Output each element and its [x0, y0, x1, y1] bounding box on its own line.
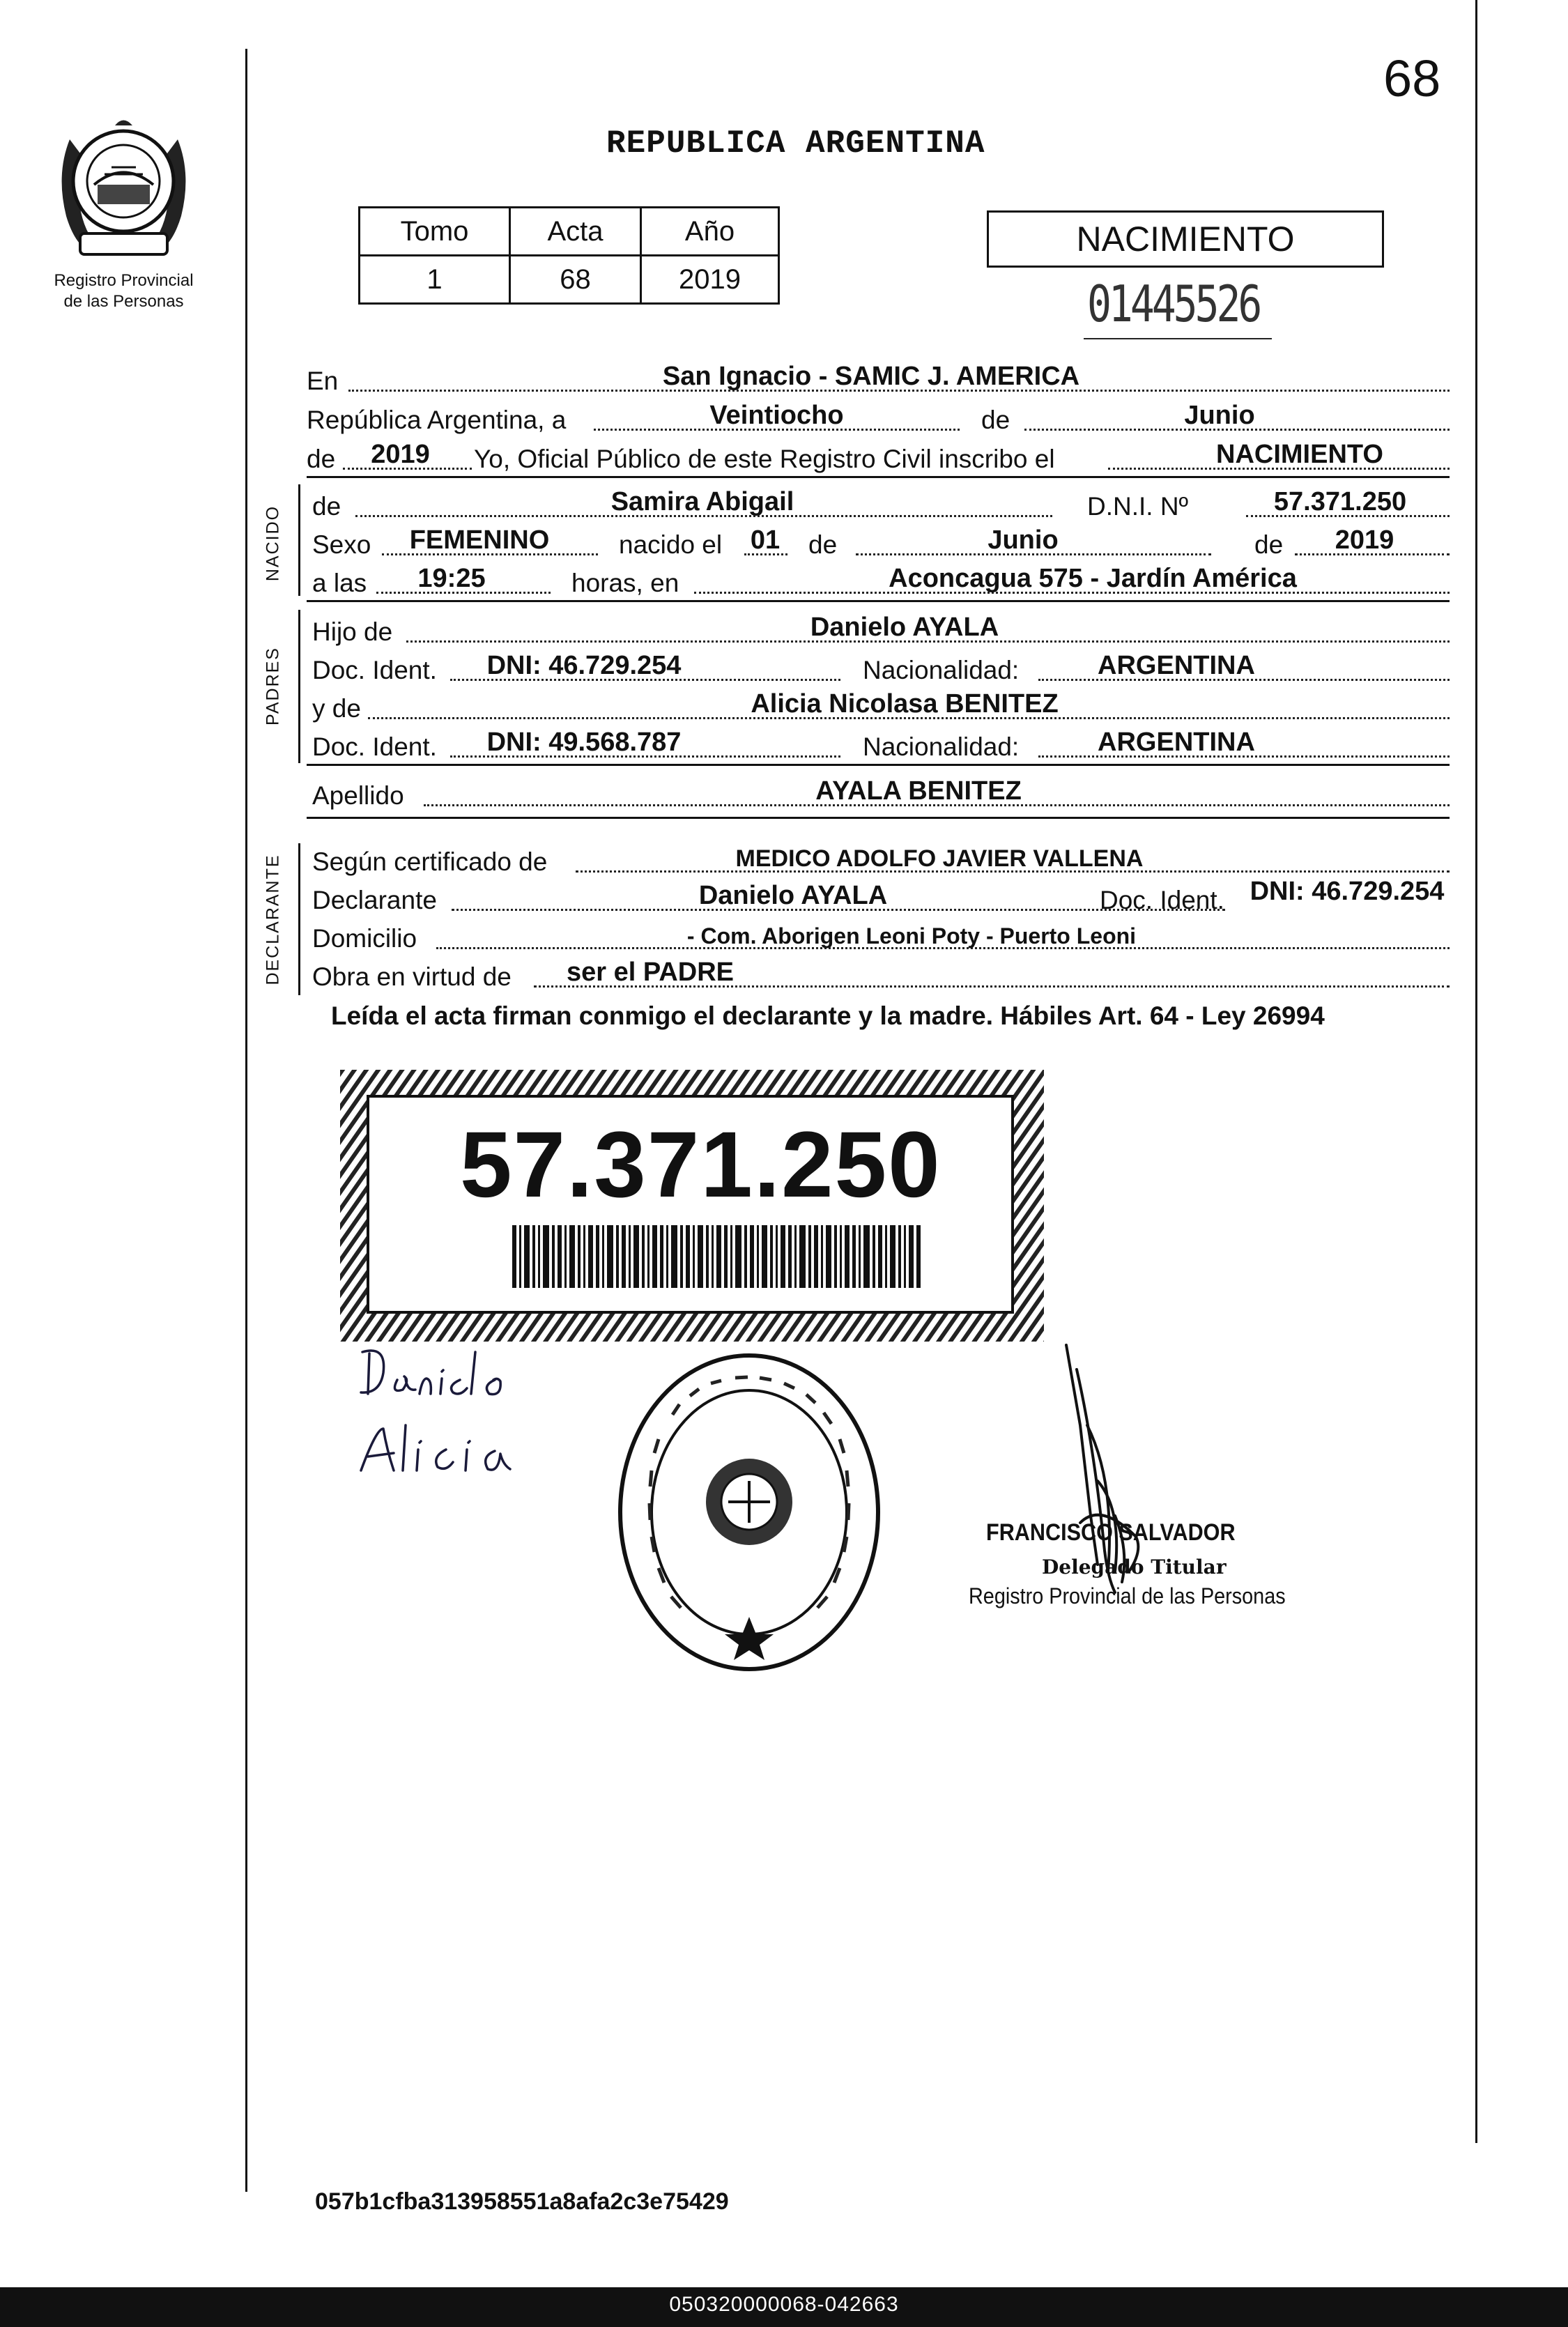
obra: ser el PADRE — [566, 958, 735, 987]
section-label-nacido: NACIDO — [263, 505, 283, 582]
row-declarante — [312, 877, 1450, 916]
nacido-mes: Junio — [987, 525, 1059, 555]
en-value: San Ignacio - SAMIC J. AMERICA — [662, 362, 1080, 391]
hora: 19:25 — [417, 564, 486, 593]
tomo-header: Tomo — [360, 208, 510, 256]
acta-value: 68 — [510, 256, 641, 304]
row-madre-doc — [312, 728, 1450, 763]
serial-underline — [1084, 338, 1272, 339]
left-margin-line — [245, 49, 247, 2192]
nacido-label: nacido el — [619, 530, 723, 559]
row-padre — [312, 613, 1450, 648]
anio-value: 2019 — [641, 256, 779, 304]
section-label-padres: PADRES — [263, 647, 283, 725]
delegation-seal-icon — [610, 1349, 889, 1676]
padre: Danielo AYALA — [810, 613, 999, 642]
inscribo-text: Yo, Oficial Público de este Registro Civil inscribo el — [474, 445, 1055, 473]
section-divider-1 — [307, 476, 1450, 478]
madre-nacionalidad-label: Nacionalidad: — [863, 732, 1020, 761]
apellido: AYALA BENITEZ — [815, 776, 1022, 806]
acta-header: Acta — [510, 208, 641, 256]
row-certificado — [312, 843, 1450, 878]
row-nombre — [312, 488, 1450, 523]
de-label-4: de — [808, 530, 838, 559]
section-label-declarante: DECLARANTE — [263, 854, 283, 985]
domicilio-label: Domicilio — [312, 924, 417, 953]
row-inscribo — [307, 440, 1450, 475]
dni: 57.371.250 — [1273, 487, 1407, 516]
en-label: En — [307, 367, 339, 395]
act-type-box: NACIMIENTO — [987, 210, 1384, 268]
madre-nacionalidad: ARGENTINA — [1098, 728, 1255, 757]
tomo-table — [358, 206, 780, 305]
section-divider-4 — [307, 817, 1450, 819]
padre-nacionalidad-label: Nacionalidad: — [863, 656, 1020, 684]
row-sexo — [312, 526, 1450, 561]
row-fecha — [307, 401, 1450, 436]
domicilio: - Com. Aborigen Leoni Poty - Puerto Leoni — [686, 923, 1137, 949]
padre-doc-label: Doc. Ident. — [312, 656, 437, 684]
mes: Junio — [1184, 401, 1255, 430]
obra-label: Obra en virtud de — [312, 962, 512, 991]
seal-caption — [28, 270, 220, 312]
hijo-de-label: Hijo de — [312, 617, 393, 646]
sexo-label: Sexo — [312, 530, 371, 559]
tomo-table-header-row — [360, 208, 779, 256]
row-padre-doc — [312, 652, 1450, 686]
padres-bracket — [298, 610, 300, 763]
republica-label: República Argentina, a — [307, 406, 567, 434]
nacido-dia: 01 — [750, 525, 781, 555]
seal-caption-line1: Registro Provincial — [54, 271, 194, 290]
right-margin-line — [1475, 0, 1477, 2143]
tomo-table-value-row — [360, 256, 779, 304]
tomo-value: 1 — [360, 256, 510, 304]
madre-doc: DNI: 49.568.787 — [486, 728, 682, 757]
barcode-icon — [512, 1225, 923, 1288]
row-en — [307, 362, 1450, 397]
footer-code: 050320000068-042663 — [669, 2293, 899, 2316]
apellido-label: Apellido — [312, 781, 404, 810]
id-stamp-number: 57.371.250 — [460, 1113, 941, 1217]
segun-label: Según certificado de — [312, 847, 548, 876]
declarante-doc: DNI: 46.729.254 — [1250, 877, 1445, 906]
y-de-label: y de — [312, 694, 361, 723]
madre: Alicia Nicolasa BENITEZ — [751, 689, 1059, 719]
official-office: Registro Provincial de las Personas — [969, 1583, 1286, 1608]
madre-doc-label: Doc. Ident. — [312, 732, 437, 761]
certificado: MEDICO ADOLFO JAVIER VALLENA — [735, 845, 1144, 872]
padre-doc: DNI: 46.729.254 — [486, 651, 682, 680]
provincial-seal-icon — [49, 112, 199, 268]
anio-header: Año — [641, 208, 779, 256]
section-divider-3 — [307, 764, 1450, 766]
declarante-doc-label: Doc. Ident. — [1100, 886, 1224, 914]
a-las-label: a las — [312, 569, 367, 597]
row-domicilio — [312, 920, 1450, 955]
de-label-3: de — [312, 492, 341, 521]
anio: 2019 — [371, 440, 430, 469]
official-role: Delegado Titular — [1042, 1556, 1227, 1579]
row-obra — [312, 958, 1450, 993]
official-name: FRANCISCO SALVADOR — [986, 1519, 1236, 1546]
padre-nacionalidad: ARGENTINA — [1098, 651, 1255, 680]
nacido-anio: 2019 — [1335, 525, 1394, 555]
declarante-bracket — [298, 843, 300, 995]
row-madre — [312, 690, 1450, 725]
declarante: Danielo AYALA — [698, 881, 888, 910]
de-label: de — [981, 406, 1010, 434]
de-label-5: de — [1254, 530, 1284, 559]
document-hash: 057b1cfba313958551a8afa2c3e75429 — [315, 2188, 729, 2215]
section-divider-2 — [307, 600, 1450, 602]
declarante-label: Declarante — [312, 886, 437, 914]
dni-label: D.N.I. Nº — [1087, 492, 1189, 521]
page-number: 68 — [1383, 49, 1441, 107]
lugar: Aconcagua 575 - Jardín América — [889, 564, 1297, 593]
seal-caption-line2: de las Personas — [63, 292, 184, 311]
inscribo-value: NACIMIENTO — [1216, 440, 1383, 469]
sexo: FEMENINO — [409, 525, 550, 555]
parents-signatures-icon — [355, 1345, 578, 1498]
lectura-statement: Leída el acta firman conmigo el declarante y la madre. Hábiles Art. 64 - Ley 26994 — [331, 1001, 1325, 1030]
nacido-bracket — [298, 484, 300, 596]
row-hora — [312, 565, 1450, 599]
row-apellido — [312, 777, 1450, 812]
nombre: Samira Abigail — [610, 487, 794, 516]
horas-label: horas, en — [571, 569, 679, 597]
dia-texto: Veintiocho — [709, 401, 844, 430]
de-label-2: de — [307, 445, 336, 473]
serial-number: 01445526 — [1087, 274, 1260, 334]
document-title: REPUBLICA ARGENTINA — [606, 125, 985, 162]
